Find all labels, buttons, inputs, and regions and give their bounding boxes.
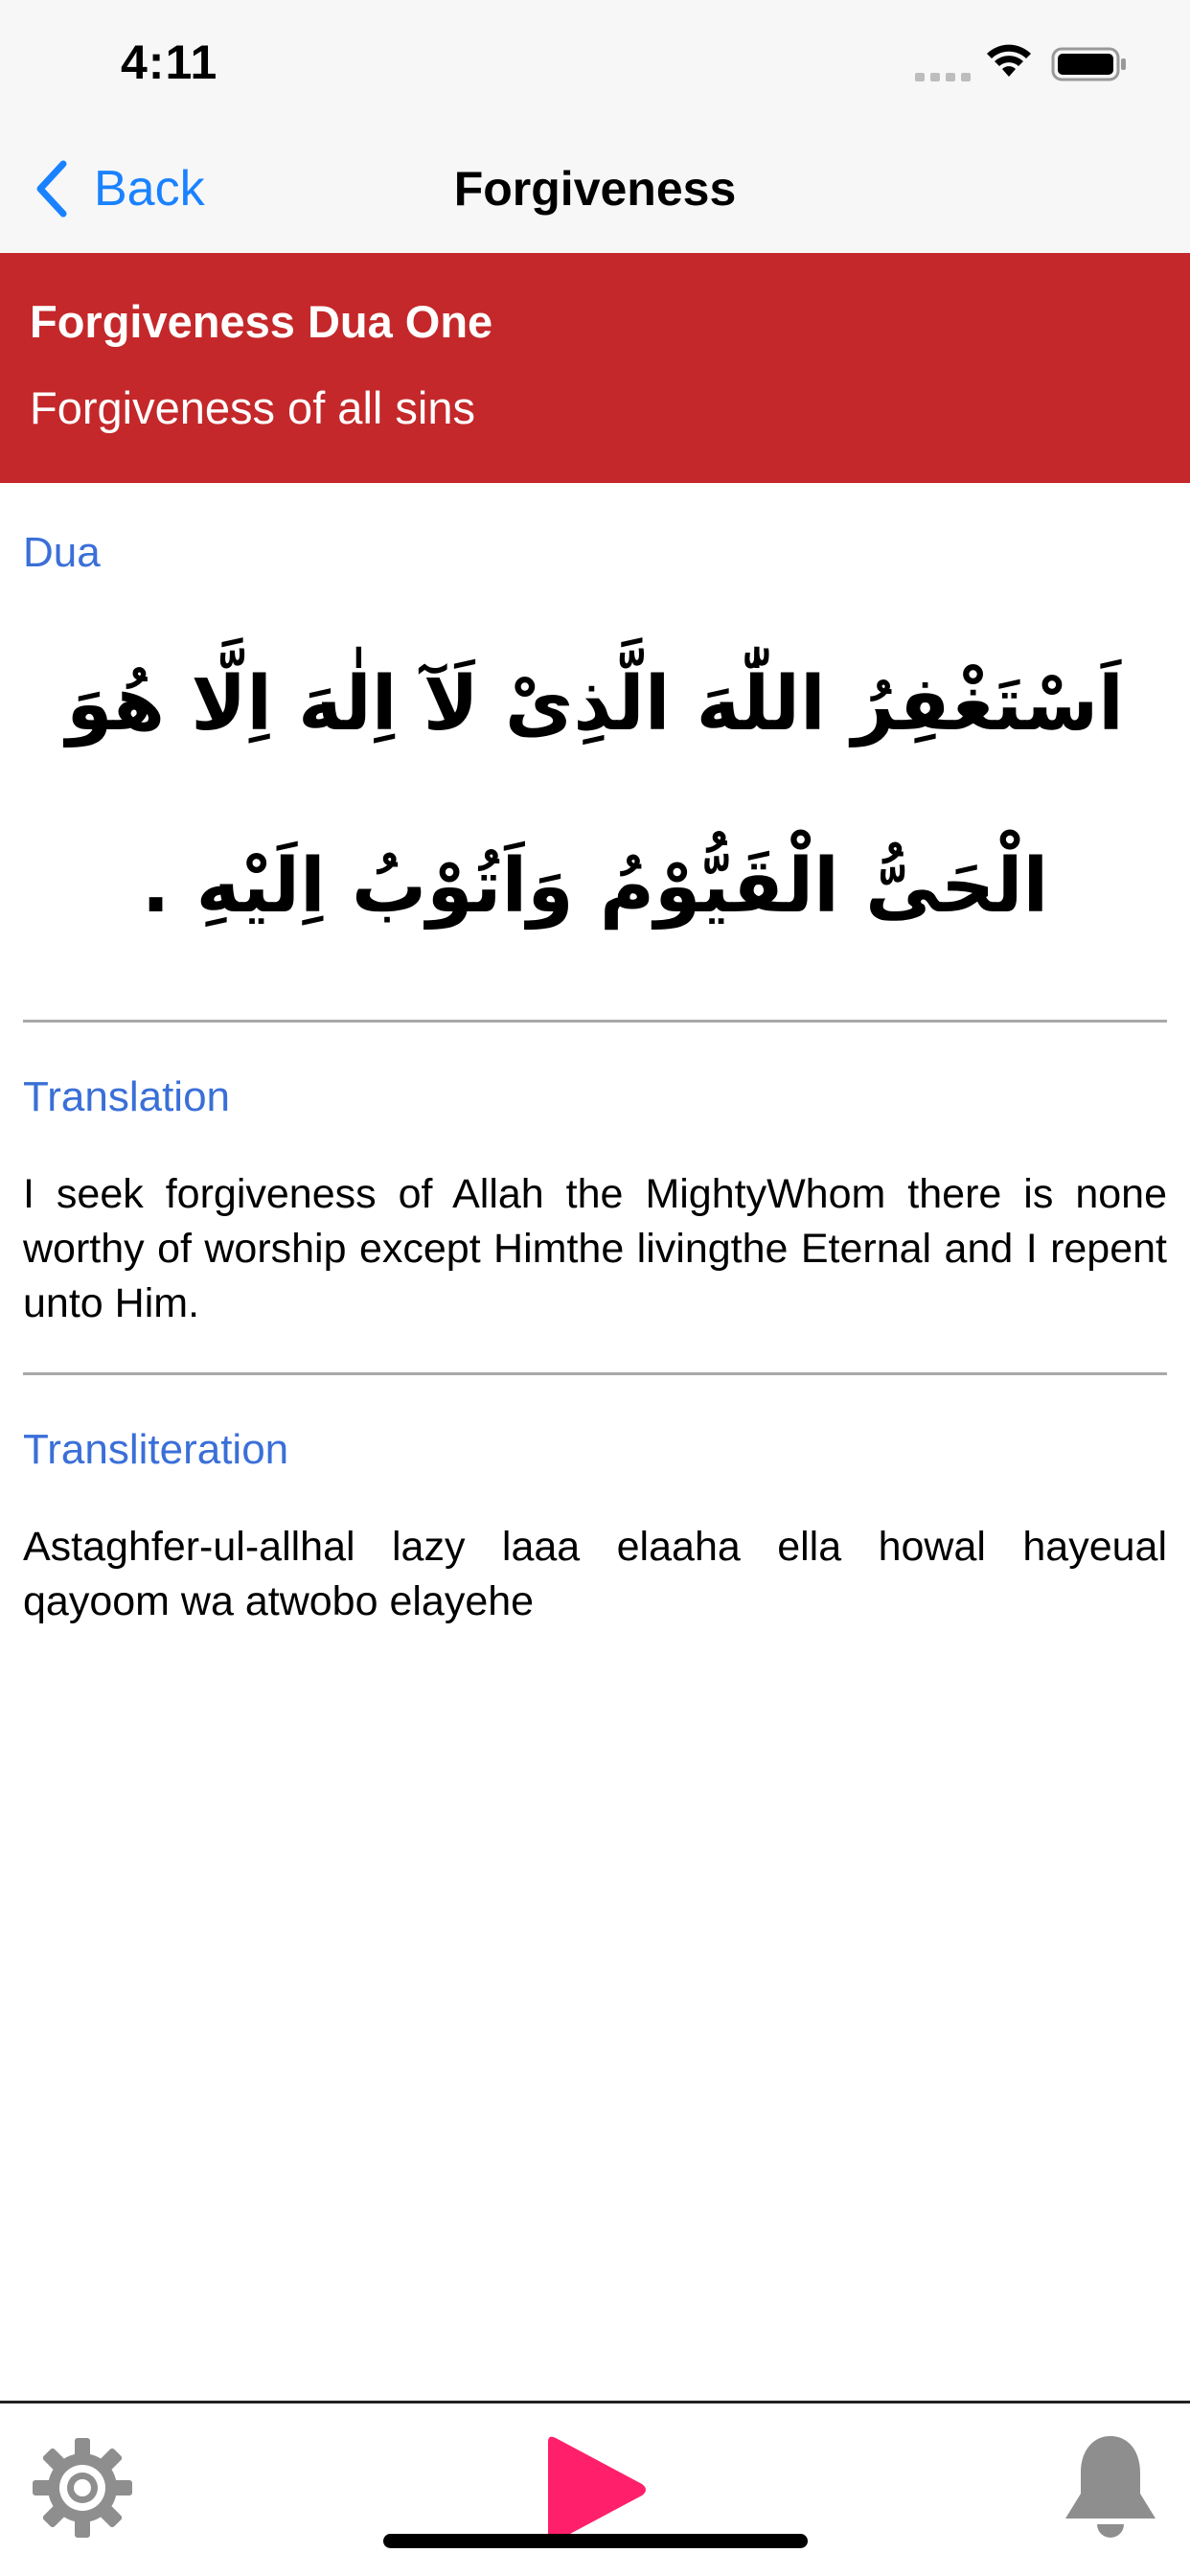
divider: [23, 1372, 1167, 1375]
divider: [23, 1020, 1167, 1023]
gear-icon[interactable]: [29, 2434, 136, 2542]
transliteration-text: Astaghfer-ul-allhal lazy laaa elaaha ella howal hayeual qayoom wa atwobo elayehe: [23, 1524, 1167, 1624]
dua-arabic-text: اَسْتَغْفِرُ اللّٰهَ الَّذِىْ لَآ اِلٰهَ اِلَّا هُوَ الْحَىُّ الْقَيُّوْمُ وَاَتُوْبُ اِلَيْهِ .: [66, 661, 1124, 930]
translation-text: I seek forgiveness of Allah the MightyWhom there is none worthy of worship except Himthe livingthe Eternal and I repent unto Him.: [23, 1171, 1167, 1326]
dua-subtitle: Forgiveness of all sins: [30, 382, 475, 433]
translation-section-label: Translation: [23, 1073, 231, 1120]
bell-icon[interactable]: [1054, 2430, 1167, 2543]
cellular-signal-icon: [915, 70, 971, 83]
battery-icon: [1051, 46, 1128, 82]
transliteration-section-label: Transliteration: [23, 1426, 289, 1473]
home-indicator[interactable]: [383, 2534, 808, 2548]
page-title: Forgiveness: [453, 162, 737, 216]
status-time: 4:11: [121, 35, 218, 89]
wifi-icon: [985, 42, 1033, 80]
dua-section-label: Dua: [23, 529, 101, 576]
dua-header-banner: [0, 253, 1190, 483]
dua-title: Forgiveness Dua One: [30, 296, 493, 347]
back-label: Back: [94, 161, 205, 217]
play-icon[interactable]: [538, 2432, 652, 2547]
